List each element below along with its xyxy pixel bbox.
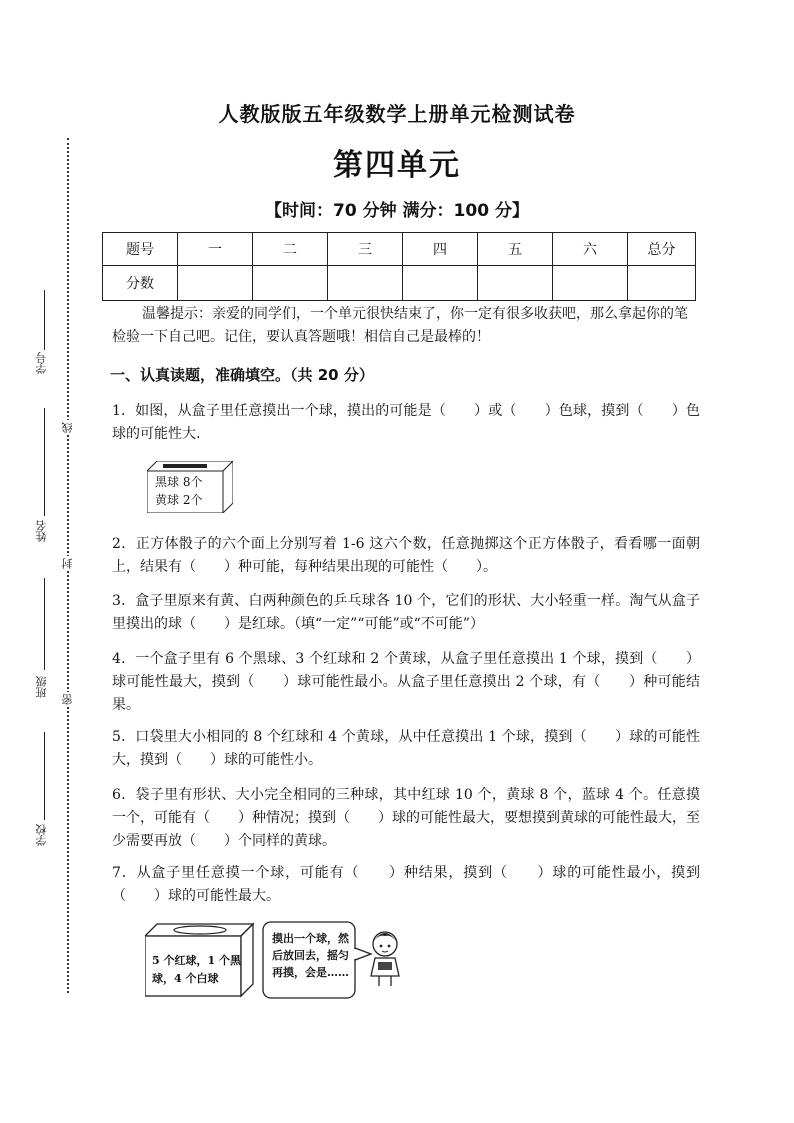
- score-entry-cell[interactable]: [553, 266, 628, 301]
- name-line: [44, 408, 45, 516]
- exam-subtitle: 人教版版五年级数学上册单元检测试卷: [218, 102, 576, 126]
- question-6: 6．袋子里有形状、大小完全相同的三种球，其中红球 10 个，黄球 8 个，蓝球 4 个。任意摸一个，可能有（ ）种情况；摸到（ ）球的可能性最大，要想摸到黄球的可能性最大，至少需要再放（ ）个同样的黄球。: [112, 787, 700, 849]
- unit-title: 第四单元: [333, 148, 461, 183]
- score-table: [102, 232, 696, 301]
- score-table-cell: 题号: [103, 233, 178, 266]
- student-id-line: [44, 290, 45, 350]
- score-table-cell: 二: [253, 233, 328, 266]
- score-entry-cell[interactable]: [478, 266, 553, 301]
- box1-yellow-balls-label: 黄球 2个: [155, 493, 203, 507]
- score-table-cell: 分数: [103, 266, 178, 301]
- section-1-title: 一、认真读题，准确填空。（共 20 分）: [110, 366, 374, 384]
- student-id-label: 学号: [35, 352, 48, 374]
- score-table-header-row: [103, 233, 696, 266]
- score-entry-cell[interactable]: [403, 266, 478, 301]
- score-entry-cell[interactable]: [328, 266, 403, 301]
- class-label: 班级: [35, 676, 48, 698]
- score-table-cell: 三: [328, 233, 403, 266]
- box1-black-balls-label: 黑球 8个: [155, 475, 203, 489]
- name-label: 姓名: [35, 520, 48, 542]
- speech-bubble-line2: 后放回去，摇匀: [272, 949, 349, 962]
- score-table-cell: 总分: [628, 233, 696, 266]
- score-table-cell: 四: [403, 233, 478, 266]
- speech-bubble-line1: 摸出一个球，然: [272, 932, 349, 945]
- question-3: 3．盒子里原来有黄、白两种颜色的乒乓球各 10 个，它们的形状、大小轻重一样。淘气从盒子里摸出的球（ ）是红球。（填“一定”“可能”或“不可能”）: [112, 593, 700, 632]
- school-line: [44, 732, 45, 820]
- class-line: [44, 578, 45, 670]
- box2-contents-line2: 球，4 个白球: [152, 972, 219, 985]
- school-label: 学校: [35, 824, 48, 846]
- score-table-cell: 一: [178, 233, 253, 266]
- score-entry-cell[interactable]: [253, 266, 328, 301]
- cut-word-line: 线: [61, 422, 74, 433]
- score-entry-cell[interactable]: [628, 266, 696, 301]
- score-entry-cell[interactable]: [178, 266, 253, 301]
- question-7: 7．从盒子里任意摸一个球，可能有（ ）种结果，摸到（ ）球的可能性最小，摸到（ ）球的可能性最大。: [112, 865, 700, 904]
- question-4: 4．一个盒子里有 6 个黑球、3 个红球和 2 个黄球，从盒子里任意摸出 1 个球，摸到（ ）球可能性最大，摸到（ ）球可能性最小。从盒子里任意摸出 2 个球，有（ ）种可能结果。: [112, 651, 700, 713]
- speech-bubble-line3: 再摸，会是……: [272, 966, 349, 979]
- question-1: 1．如图，从盒子里任意摸出一个球，摸出的可能是（ ）或（ ）色球，摸到（ ）色球的可能性大.: [112, 403, 700, 442]
- time-and-score-info: 【时间：70 分钟 满分：100 分】: [265, 201, 529, 221]
- question-2: 2．正方体骰子的六个面上分别写着 1-6 这六个数，任意抛掷这个正方体骰子，看看哪一面朝上，结果有（ ）种可能，每种结果出现的可能性（ ）。: [112, 536, 700, 575]
- score-table-score-row: [103, 266, 696, 301]
- box2-contents-line1: 5 个红球，1 个黑: [152, 954, 241, 967]
- cut-word-secret: 密: [61, 694, 74, 705]
- question-5: 5．口袋里大小相同的 8 个红球和 4 个黄球，从中任意摸出 1 个球，摸到（ ）球的可能性大，摸到（ ）球的可能性小。: [112, 729, 700, 768]
- warm-tip: 温馨提示：亲爱的同学们，一个单元很快结束了，你一定有很多收获吧，那么拿起你的笔检验一下自己吧。记住，要认真答题哦！相信自己是最棒的！: [112, 306, 688, 345]
- cut-word-seal: 封: [61, 558, 74, 569]
- score-table-cell: 五: [478, 233, 553, 266]
- score-table-cell: 六: [553, 233, 628, 266]
